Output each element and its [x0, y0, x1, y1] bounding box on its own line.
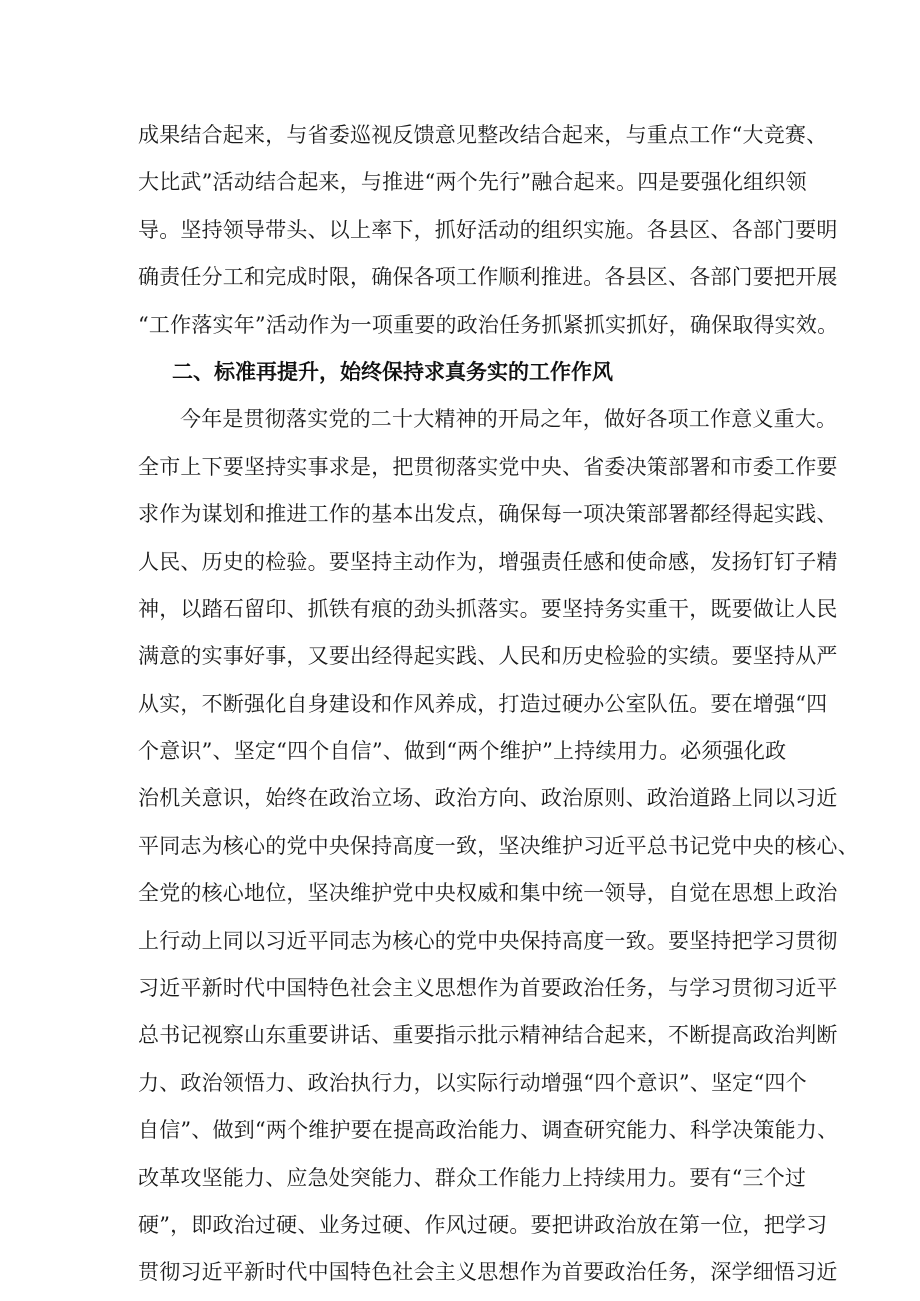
text-line: 导。坚持领导带头、以上率下，抓好活动的组织实施。各县区、各部门要明	[138, 217, 838, 242]
text-line: 大比武”活动结合起来，与推进“两个先行”融合起来。四是要强化组织领	[138, 170, 807, 195]
text-line: 成果结合起来，与省委巡视反馈意见整改结合起来，与重点工作“大竞赛、	[138, 123, 828, 147]
section-heading: 二、标准再提升，始终保持求真务实的工作作风	[172, 359, 613, 384]
text-line: 力、政治领悟力、政治执行力，以实际行动增强“四个意识”、坚定“四个	[138, 1070, 807, 1095]
text-line: 习近平新时代中国特色社会主义思想作为首要政治任务，与学习贯彻习近平	[138, 976, 838, 1001]
text-line: 求作为谋划和推进工作的基本出发点，确保每一项决策部署都经得起实践、	[138, 502, 838, 527]
text-line: 自信”、做到“两个维护要在提高政治能力、调查研究能力、科学决策能力、	[138, 1118, 839, 1143]
text-line: 全市上下要坚持实事求是，把贯彻落实党中央、省委决策部署和市委工作要	[138, 454, 838, 479]
text-line: 治机关意识，始终在政治立场、政治方向、政治原则、政治道路上同以习近	[138, 786, 838, 811]
text-line: 个意识”、坚定“四个自信”、做到“两个维护”上持续用力。必须强化政	[138, 739, 787, 764]
text-line: 神，以踏石留印、抓铁有痕的劲头抓落实。要坚持务实重干，既要做让人民	[138, 596, 838, 621]
text-line: 今年是贯彻落实党的二十大精神的开局之年，做好各项工作意义重大。	[180, 407, 838, 432]
text-line: 平同志为核心的党中央保持高度一致，坚决维护习近平总书记党中央的核心、	[138, 833, 859, 858]
text-line: 确责任分工和完成时限，确保各项工作顺利推进。各县区、各部门要把开展	[138, 265, 838, 290]
text-line: 上行动上同以习近平同志为核心的党中央保持高度一致。要坚持把学习贯彻	[138, 928, 838, 953]
text-line: 总书记视察山东重要讲话、重要指示批示精神结合起来，不断提高政治判断	[138, 1023, 838, 1048]
paragraph-continued	[138, 112, 839, 349]
text-line: 硬”，即政治过硬、业务过硬、作风过硬。要把讲政治放在第一位，把学习	[138, 1212, 828, 1237]
document-body	[138, 112, 859, 1297]
text-line: 全党的核心地位，坚决维护党中央权威和集中统一领导，自觉在思想上政治	[138, 881, 838, 906]
paragraph-main	[138, 396, 859, 1296]
text-line: “工作落实年”活动作为一项重要的政治任务抓紧抓实抓好，确保取得实效。	[138, 312, 839, 337]
text-line: 改革攻坚能力、应急处突能力、群众工作能力上持续用力。要有“三个过	[138, 1165, 807, 1190]
text-line: 人民、历史的检验。要坚持主动作为，增强责任感和使命感，发扬钉钉子精	[138, 549, 838, 574]
text-line: 满意的实事好事，又要出经得起实践、人民和历史检验的实绩。要坚持从严	[138, 644, 838, 669]
text-line: 从实，不断强化自身建设和作风养成，打造过硬办公室队伍。要在增强“四	[138, 691, 828, 716]
text-line: 贯彻习近平新时代中国特色社会主义思想作为首要政治任务，深学细悟习近	[138, 1260, 838, 1285]
